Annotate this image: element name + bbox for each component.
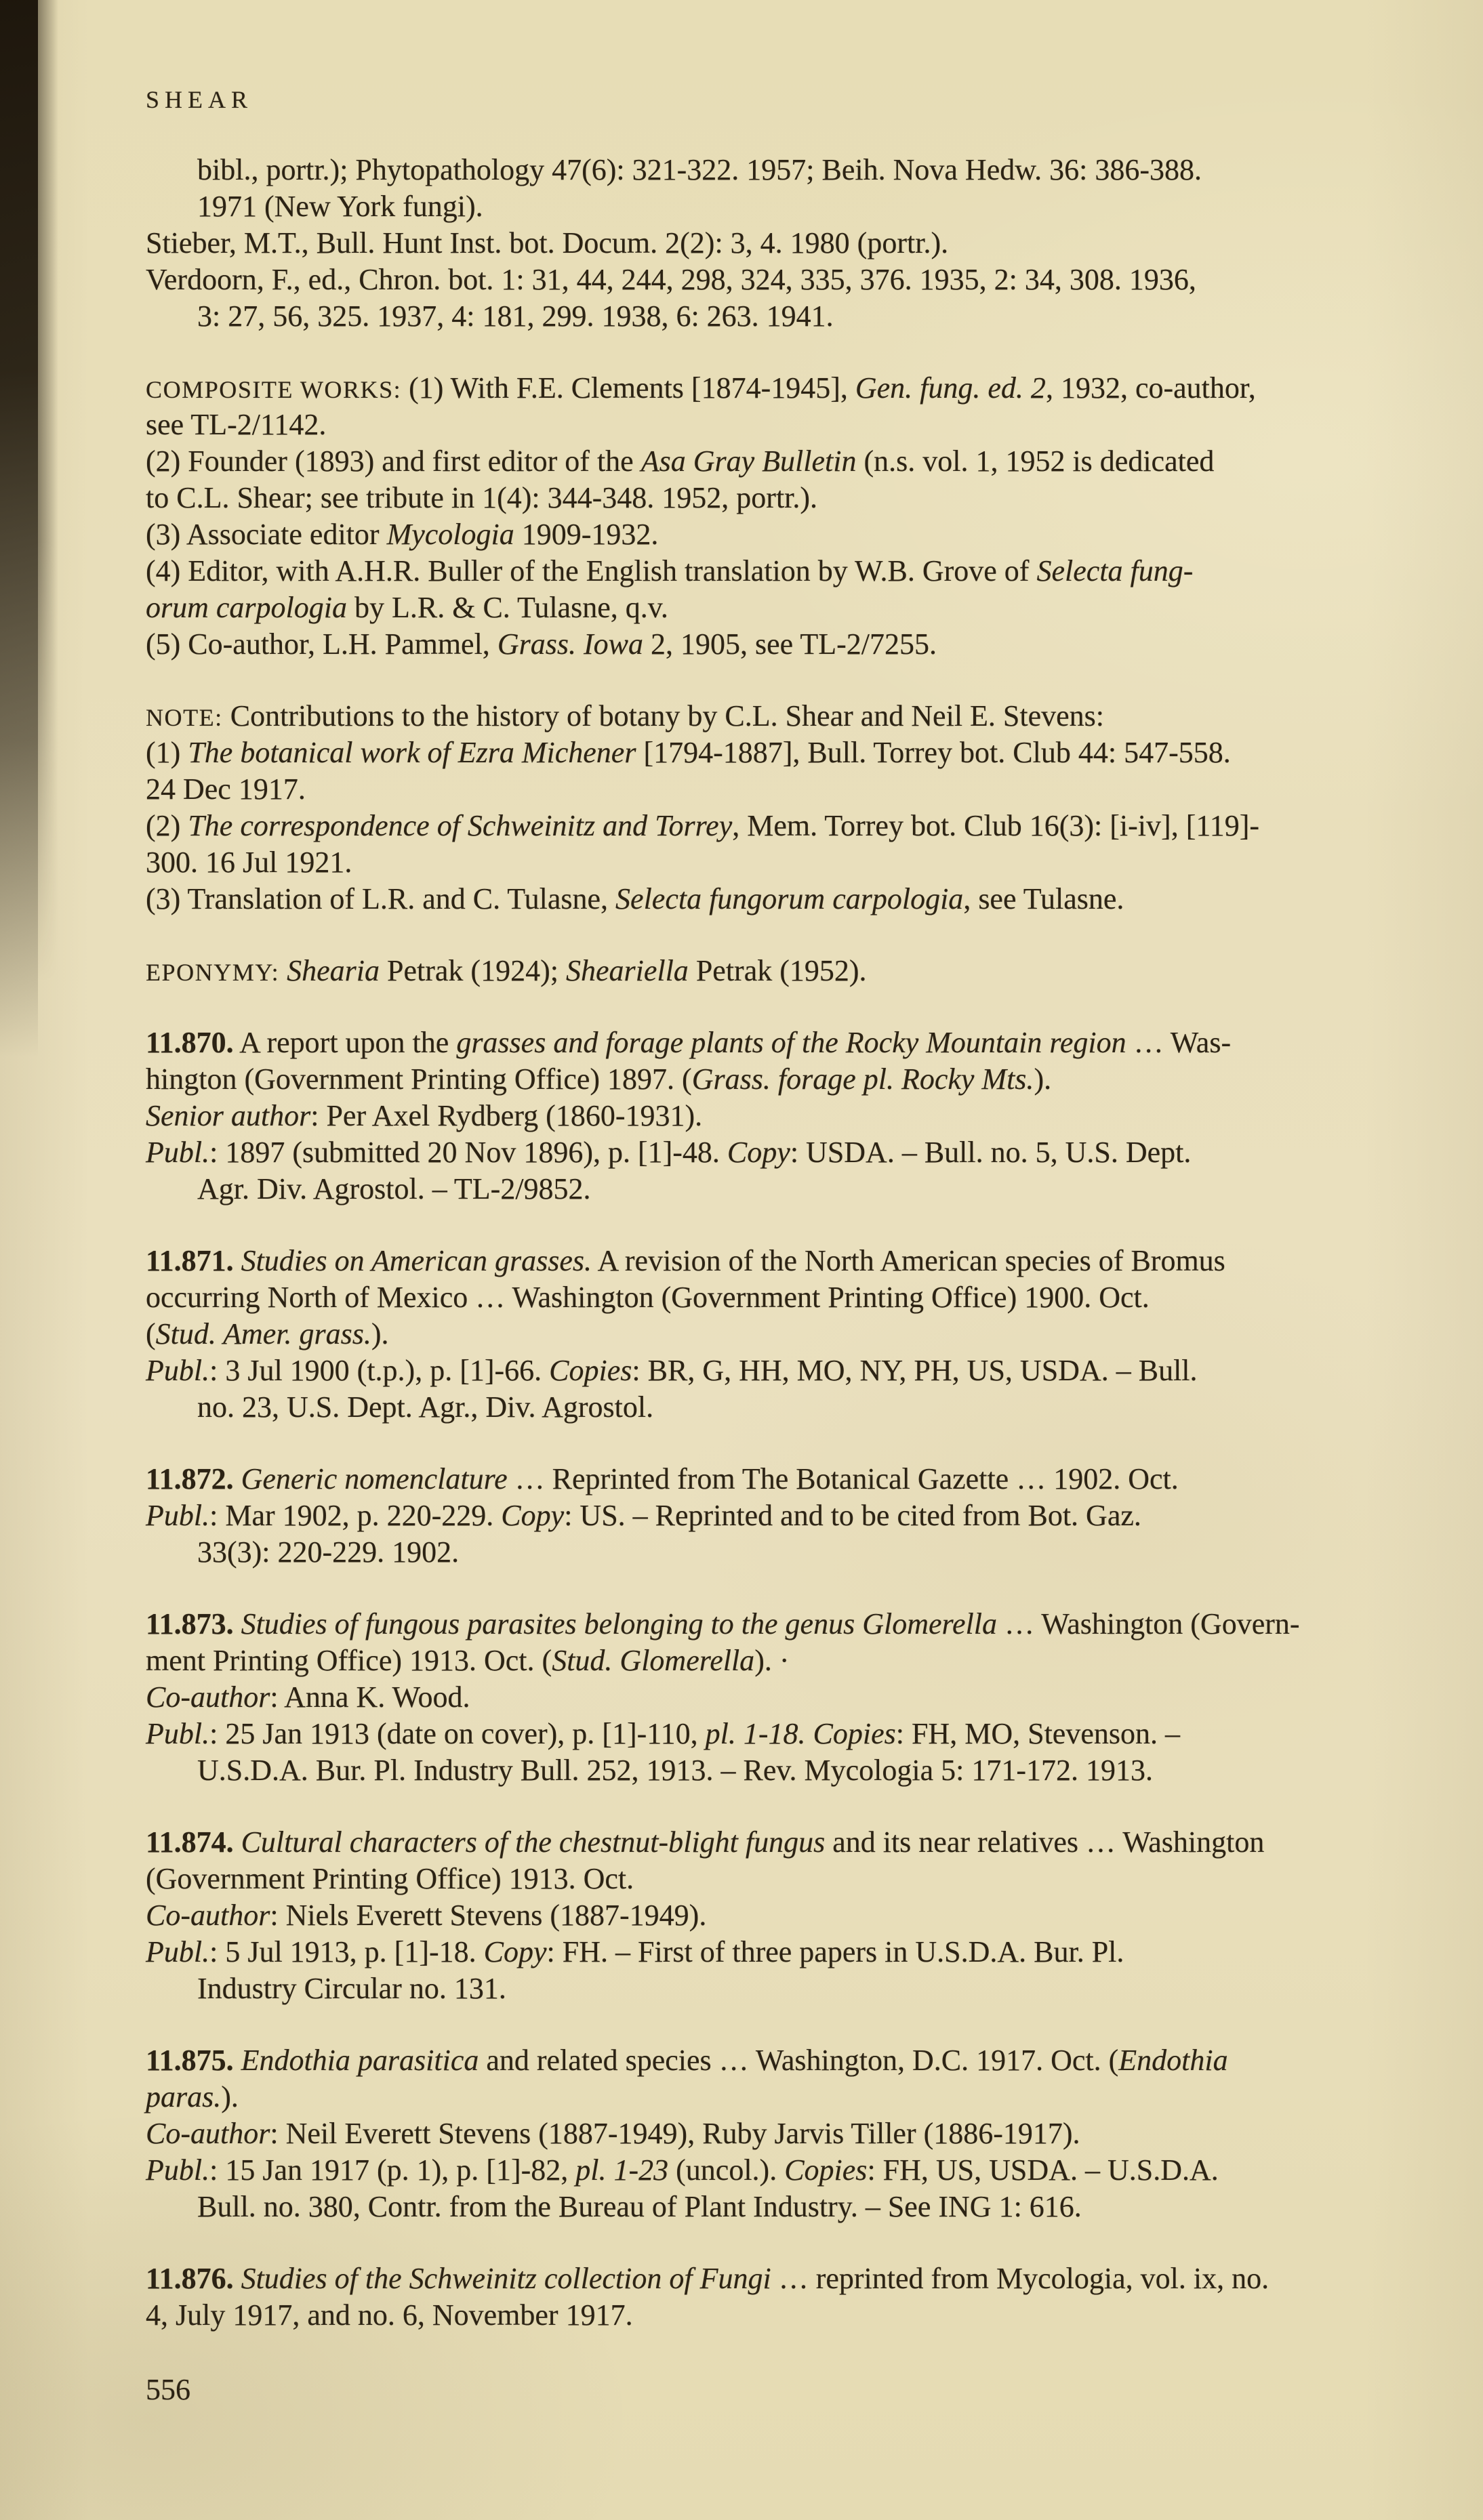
text-line: Agr. Div. Agrostol. – TL-2/9852.	[197, 1172, 591, 1205]
text-line: 11.873. Studies of fungous parasites belonging to the genus Glomerella … Washington (Govern-	[146, 1607, 1300, 1640]
block-entry-11873	[146, 1606, 1456, 1789]
block-entry-11875	[146, 2042, 1456, 2225]
text-line: (5) Co-author, L.H. Pammel, Grass. Iowa 2, 1905, see TL-2/7255.	[146, 627, 937, 661]
text-line: ment Printing Office) 1913. Oct. (Stud. Glomerella). ·	[146, 1644, 790, 1677]
text-line: Bull. no. 380, Contr. from the Bureau of Plant Industry. – See ING 1: 616.	[197, 2190, 1082, 2223]
text-line: 24 Dec 1917.	[146, 772, 306, 806]
text-line: Stieber, M.T., Bull. Hunt Inst. bot. Docum. 2(2): 3, 4. 1980 (portr.).	[146, 226, 949, 260]
text-line: Co-author: Anna K. Wood.	[146, 1680, 470, 1714]
text-line: (Government Printing Office) 1913. Oct.	[146, 1862, 634, 1895]
text-line: (1) The botanical work of Ezra Michener [1794-1887], Bull. Torrey bot. Club 44: 547-558.	[146, 736, 1231, 769]
text-line: to C.L. Shear; see tribute in 1(4): 344-348. 1952, portr.).	[146, 481, 818, 514]
block-entry-11870	[146, 1025, 1456, 1207]
block-entry-11872	[146, 1461, 1456, 1571]
text-line: Publ.: 25 Jan 1913 (date on cover), p. [1]-110, pl. 1-18. Copies: FH, MO, Stevenson. –	[146, 1717, 1180, 1750]
text-line: (Stud. Amer. grass.).	[146, 1317, 389, 1350]
block-eponymy	[146, 953, 1456, 989]
block-composite-works	[146, 370, 1456, 663]
text-line: Verdoorn, F., ed., Chron. bot. 1: 31, 44, 244, 298, 324, 335, 376. 1935, 2: 34, 308. 1936,	[146, 263, 1196, 296]
text-line: Publ.: 15 Jan 1917 (p. 1), p. [1]-82, pl. 1-23 (uncol.). Copies: FH, US, USDA. – U.S.D.A.	[146, 2153, 1219, 2187]
block-entry-11874	[146, 1824, 1456, 2007]
book-gutter-shadow-soft	[38, 0, 58, 983]
text-line: EPONYMY: Shearia Petrak (1924); Sheariella Petrak (1952).	[146, 954, 867, 987]
book-gutter-shadow	[0, 0, 38, 1057]
text-line: (2) The correspondence of Schweinitz and Torrey, Mem. Torrey bot. Club 16(3): [i-iv], [119]-	[146, 809, 1260, 842]
text-line: NOTE: Contributions to the history of botany by C.L. Shear and Neil E. Stevens:	[146, 699, 1105, 732]
text-line: 11.872. Generic nomenclature … Reprinted from The Botanical Gazette … 1902. Oct.	[146, 1462, 1179, 1495]
text-line: Industry Circular no. 131.	[197, 1972, 506, 2005]
text-line: 11.874. Cultural characters of the chestnut-blight fungus and its near relatives … Washington	[146, 1825, 1265, 1859]
text-line: 4, July 1917, and no. 6, November 1917.	[146, 2298, 633, 2332]
text-line: 1971 (New York fungi).	[197, 190, 483, 223]
page-number: 556	[146, 2373, 190, 2406]
text-line: 11.870. A report upon the grasses and forage plants of the Rocky Mountain region … Was-	[146, 1026, 1232, 1059]
text-line: (2) Founder (1893) and first editor of the Asa Gray Bulletin (n.s. vol. 1, 1952 is dedicated	[146, 445, 1215, 478]
text-line: (3) Associate editor Mycologia 1909-1932.	[146, 518, 659, 551]
text-line: bibl., portr.); Phytopathology 47(6): 321-322. 1957; Beih. Nova Hedw. 36: 386-388.	[197, 153, 1202, 186]
text-line: hington (Government Printing Office) 1897. (Grass. forage pl. Rocky Mts.).	[146, 1062, 1052, 1096]
text-line: COMPOSITE WORKS: (1) With F.E. Clements [1874-1945], Gen. fung. ed. 2, 1932, co-author,	[146, 371, 1256, 405]
text-line: Co-author: Neil Everett Stevens (1887-1949), Ruby Jarvis Tiller (1886-1917).	[146, 2117, 1080, 2150]
text-line: see TL-2/1142.	[146, 408, 327, 441]
text-body	[146, 81, 1456, 2408]
text-line: paras.).	[146, 2080, 239, 2113]
text-line: 300. 16 Jul 1921.	[146, 846, 352, 879]
text-line: occurring North of Mexico … Washington (Government Printing Office) 1900. Oct.	[146, 1281, 1150, 1314]
text-line: Publ.: 5 Jul 1913, p. [1]-18. Copy: FH. – First of three papers in U.S.D.A. Bur. Pl.	[146, 1935, 1124, 1968]
text-line: 11.875. Endothia parasitica and related species … Washington, D.C. 1917. Oct. (Endothia	[146, 2044, 1228, 2077]
text-line: orum carpologia by L.R. & C. Tulasne, q.v.	[146, 591, 668, 624]
text-line: 11.876. Studies of the Schweinitz collection of Fungi … reprinted from Mycologia, vol. ix, no.	[146, 2262, 1269, 2295]
text-line: 3: 27, 56, 325. 1937, 4: 181, 299. 1938, 6: 263. 1941.	[197, 299, 834, 333]
text-line: (3) Translation of L.R. and C. Tulasne, Selecta fungorum carpologia, see Tulasne.	[146, 882, 1124, 915]
text-line: U.S.D.A. Bur. Pl. Industry Bull. 252, 1913. – Rev. Mycologia 5: 171-172. 1913.	[197, 1754, 1154, 1787]
running-head: SHEAR	[146, 86, 253, 113]
text-line: Co-author: Niels Everett Stevens (1887-1949).	[146, 1899, 707, 1932]
text-line: Publ.: 1897 (submitted 20 Nov 1896), p. [1]-48. Copy: USDA. – Bull. no. 5, U.S. Dept.	[146, 1136, 1192, 1169]
blocks-container	[146, 152, 1456, 2334]
text-line: Senior author: Per Axel Rydberg (1860-1931).	[146, 1099, 703, 1132]
text-line: Publ.: 3 Jul 1900 (t.p.), p. [1]-66. Copies: BR, G, HH, MO, NY, PH, US, USDA. – Bull.	[146, 1354, 1198, 1387]
text-line: 11.871. Studies on American grasses. A revision of the North American species of Bromus	[146, 1244, 1225, 1277]
text-line: (4) Editor, with A.H.R. Buller of the English translation by W.B. Grove of Selecta fung-	[146, 554, 1194, 587]
block-entry-11876	[146, 2260, 1456, 2334]
block-biblio-continuation	[146, 152, 1456, 335]
block-entry-11871	[146, 1243, 1456, 1426]
text-line: no. 23, U.S. Dept. Agr., Div. Agrostol.	[197, 1390, 654, 1424]
text-line: Publ.: Mar 1902, p. 220-229. Copy: US. – Reprinted and to be cited from Bot. Gaz.	[146, 1499, 1141, 1532]
block-note	[146, 698, 1456, 917]
text-line: 33(3): 220-229. 1902.	[197, 1535, 460, 1569]
